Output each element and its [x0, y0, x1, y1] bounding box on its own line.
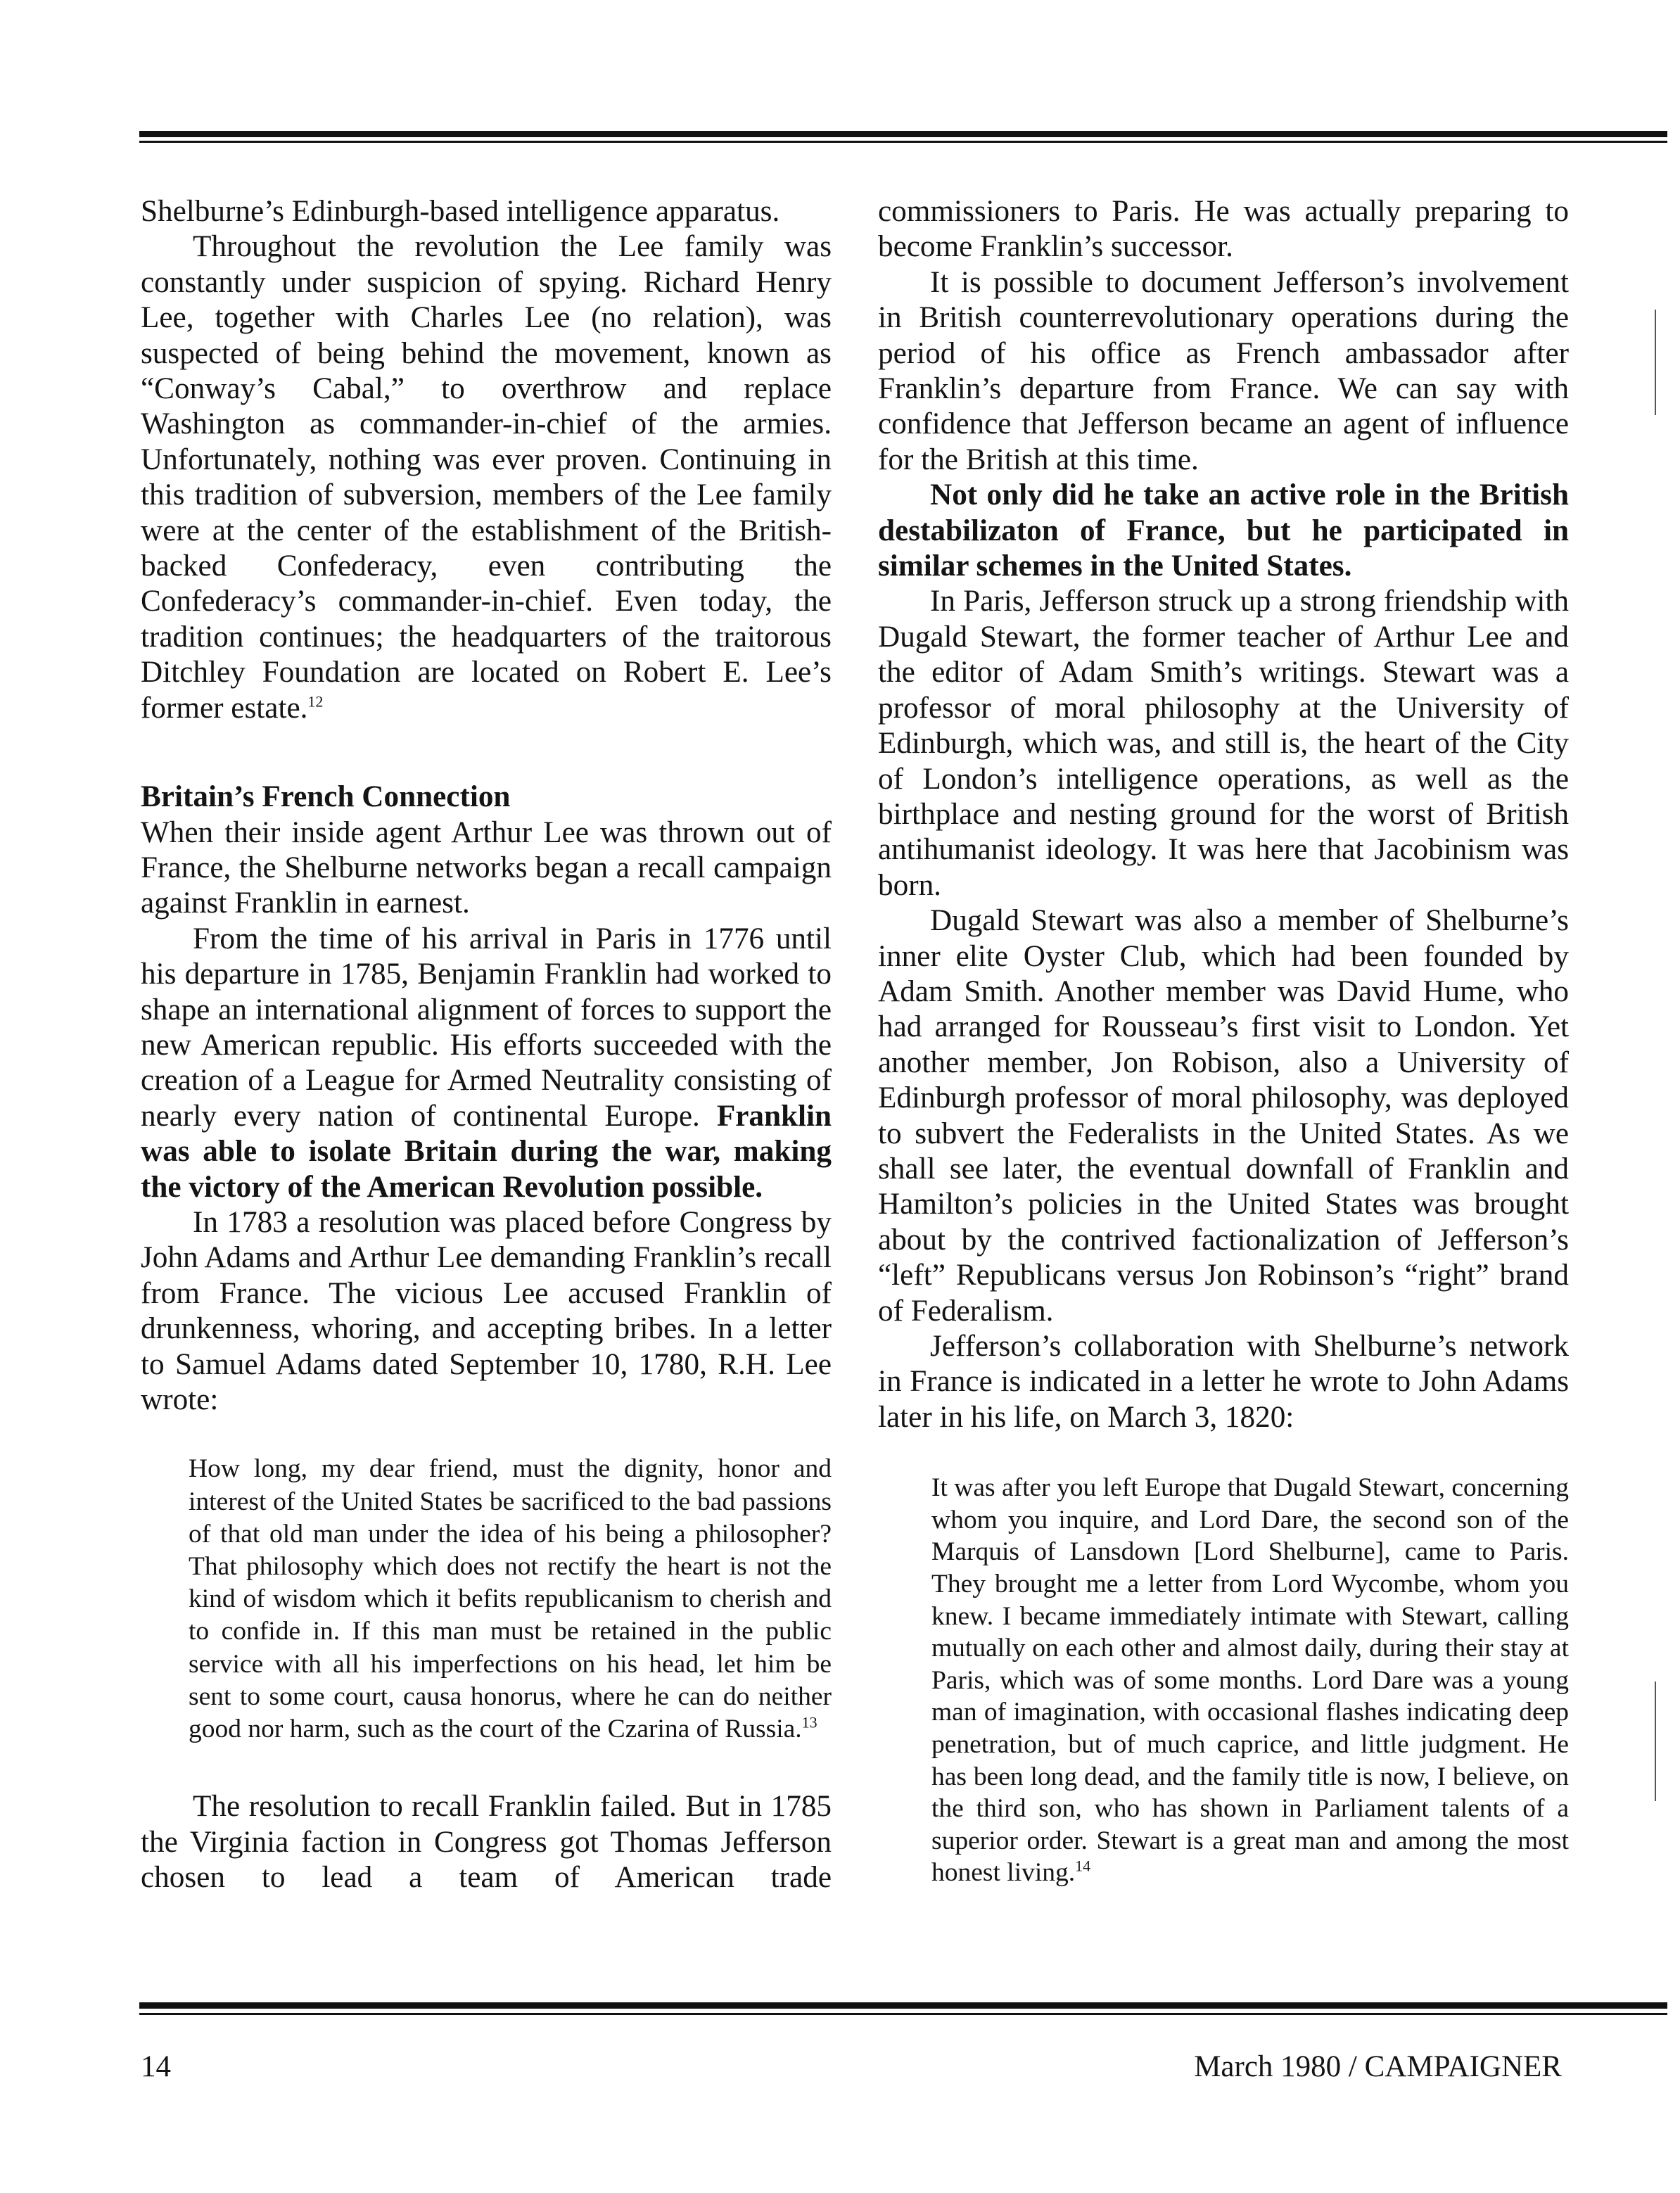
footnote-ref: 13: [801, 1713, 817, 1731]
paragraph: Throughout the revolution the Lee family was constantly under suspicion of spying. Richard Henry Lee, together with Charles Lee (no relation), was suspected of being behind the movement, known as “Conway’s Cabal,” to overthrow and replace Washington as commander-in-chief of the armies. Unfortunately, nothing was ever proven. Continuing in this tradition of subversion, members of the Lee family were at the center of the establishment of the British-backed Confederacy, even contributing the Confederacy’s commander-in-chief. Even today, the tradition continues; the headquarters of the traitorous Ditchley Foundation are located on Robert E. Lee’s former estate.$^{12}$: [141, 230, 832, 725]
top-rule-thick: [139, 131, 1667, 137]
running-footer: March 1980 / CAMPAIGNER: [1194, 2050, 1562, 2083]
top-rule-thin: [139, 141, 1667, 143]
paragraph: From the time of his arrival in Paris in 1776 until his departure in 1785, Benjamin Franklin had worked to shape an international alignment of forces to support the new American republic. His efforts succeeded with the creation of a League for Armed Neutrality consisting of nearly every nation of continental Europe. Franklin was able to isolate Britain during the war, making the victory of the American Revolution possible.: [141, 922, 832, 1204]
footnote-ref: 12: [307, 692, 324, 711]
section-heading: Britain’s French Connection: [141, 780, 511, 814]
paragraph-bold: Not only did he take an active role in the British destabilizaton of France, but he participated in similar schemes in the United States.: [878, 478, 1569, 583]
paragraph: commissioners to Paris. He was actually preparing to become Franklin’s successor.: [878, 195, 1569, 264]
paragraph: Shelburne’s Edinburgh-based intelligence apparatus.: [141, 195, 780, 228]
bottom-rule-thin: [139, 2013, 1667, 2015]
right-column: [878, 194, 1569, 1889]
block-quote: How long, my dear friend, must the dignity, honor and interest of the United States be sacrificed to the bad passions of that old man under the idea of his being a philosopher? That philosophy which does not rectify the heart is not the kind of wisdom which it befits republicanism to cherish and to confide in. If this man must be retained in the public service with all his imperfections on his head, let him be sent to some court, causa honorus, where he can do neither good nor harm, such as the court of the Czarina of Russia.$^{13}$: [189, 1454, 832, 1744]
paragraph: In Paris, Jefferson struck up a strong friendship with Dugald Stewart, the former teacher of Arthur Lee and the editor of Adam Smith’s writings. Stewart was a professor of moral philosophy at the University of Edinburgh, which was, and still is, the heart of the City of London’s intelligence operations, as well as the birthplace and nesting ground for the worst of British antihumanist ideology. It was here that Jacobinism was born.: [878, 585, 1569, 902]
page-number: 14: [141, 2050, 171, 2083]
paragraph: Jefferson’s collaboration with Shelburne’s network in France is indicated in a letter he wrote to John Adams later in his life, on March 3, 1820:: [878, 1330, 1569, 1434]
paragraph: It is possible to document Jefferson’s involvement in British counterrevolutionary operations during the period of his office as French ambassador after Franklin’s departure from France. We can say with confidence that Jefferson became an agent of influence for the British at this time.: [878, 265, 1569, 476]
block-quote: It was after you left Europe that Dugald Stewart, concerning whom you inquire, and Lord Dare, the second son of the Marquis of Lansdown [Lord Shelburne], came to Paris. They brought me a letter from Lord Wycombe, whom you knew. I became immediately intimate with Stewart, calling mutually on each other and almost daily, during their stay at Paris, which was of some months. Lord Dare was a young man of imagination, with occasional flashes indicating deep penetration, but of much caprice, and little judgment. He has been long dead, and the family title is now, I believe, on the third son, who has shown in Parliament talents of a superior order. Stewart is a great man and among the most honest living.$^{14}$: [931, 1473, 1569, 1888]
paragraph: The resolution to recall Franklin failed. But in 1785 the Virginia faction in Congress got Thomas Jefferson chosen to lead a team of American trade: [141, 1790, 832, 1895]
left-column: [141, 194, 832, 1895]
paragraph: In 1783 a resolution was placed before Congress by John Adams and Arthur Lee demanding Franklin’s recall from France. The vicious Lee accused Franklin of drunkenness, whoring, and accepting bribes. In a letter to Samuel Adams dated September 10, 1780, R.H. Lee wrote:: [141, 1205, 832, 1416]
bold-sentence: Franklin was able to isolate Britain during the war, making the victory of the American Revolution possible.: [141, 1099, 832, 1204]
paragraph: Dugald Stewart was also a member of Shelburne’s inner elite Oyster Club, which had been founded by Adam Smith. Another member was David Hume, who had arranged for Rousseau’s first visit to London. Yet another member, Jon Robison, also a University of Edinburgh professor of moral philosophy, was deployed to subvert the Federalists in the United States. As we shall see later, the eventual downfall of Franklin and Hamilton’s policies in the United States was brought about by the contrived factionalization of Jefferson’s “left” Republicans versus Jon Robinson’s “right” brand of Federalism.: [878, 904, 1569, 1328]
footnote-ref: 14: [1075, 1857, 1091, 1875]
spacer: [141, 1746, 832, 1789]
margin-mark: [1655, 1682, 1656, 1801]
paragraph: When their inside agent Arthur Lee was thrown out of France, the Shelburne networks began a recall campaign against Franklin in earnest.: [141, 815, 832, 920]
bottom-rule-thick: [139, 2002, 1667, 2009]
margin-mark: [1655, 310, 1656, 415]
